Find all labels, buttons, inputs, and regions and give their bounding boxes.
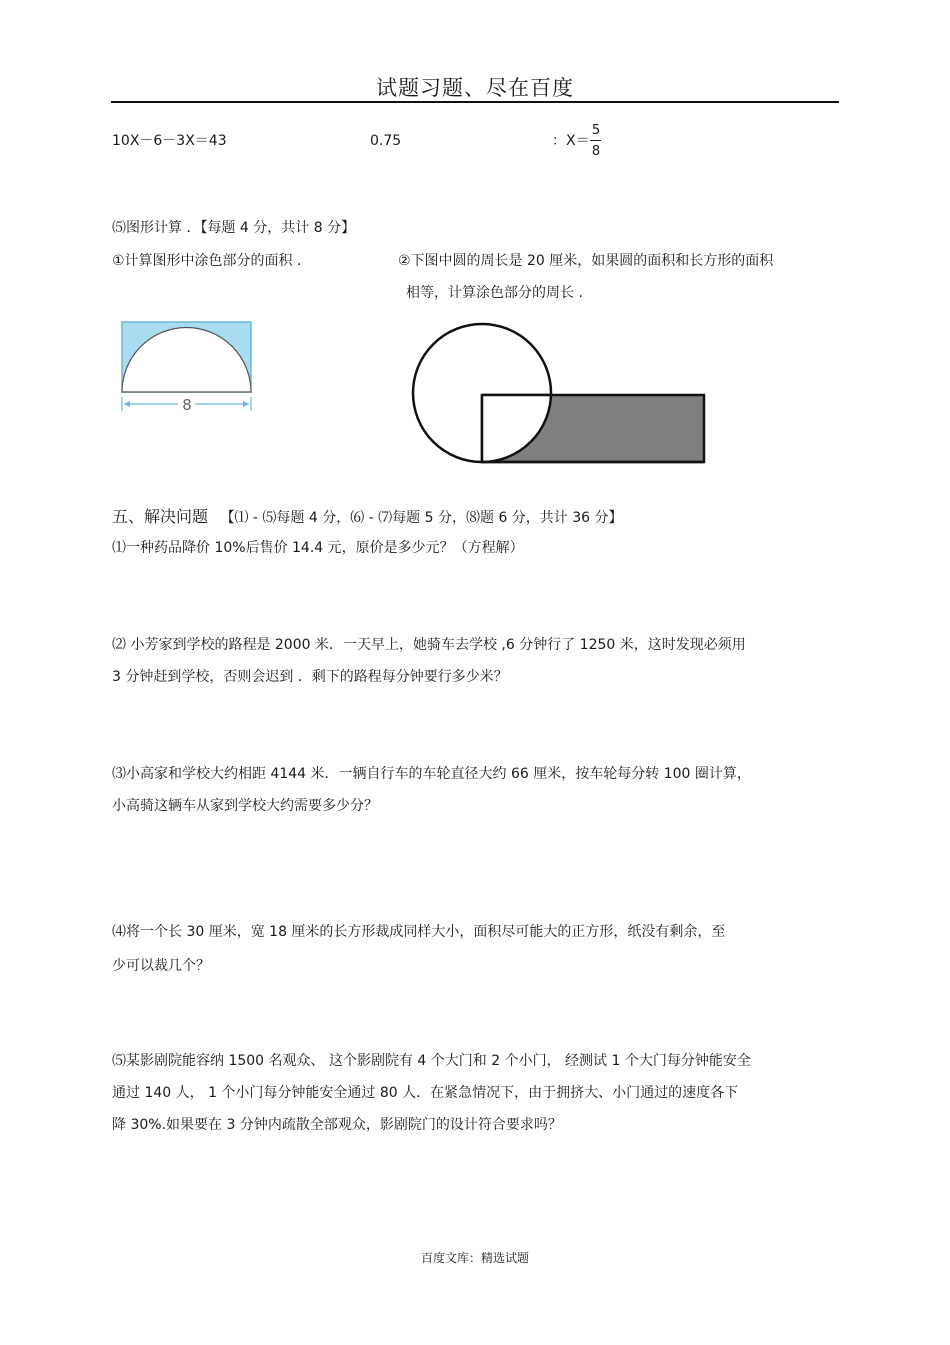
equation-1: 10X－6－3X＝43 [112, 133, 227, 149]
problem-5-line-3: 降 30%.如果要在 3 分钟内疏散全部观众，影剧院门的设计符合要求吗？ [112, 1117, 562, 1133]
figure-circle-and-rectangle [405, 320, 710, 468]
fraction-bar [590, 140, 601, 141]
problem-5-line-1: ⑸某影剧院能容纳 1500 名观众、 这个影剧院有 4 个大门和 2 个小门， 经测试 1 个大门每分钟能安全 [112, 1053, 751, 1069]
equation-2: 0.75 [370, 133, 402, 149]
geometry-question-2-line-2: 相等，计算涂色部分的周长 . [406, 285, 583, 301]
problem-2-line-1: ⑵ 小芳家到学校的路程是 2000 米．一天早上，她骑车去学校 ,6 分钟行了 1250 米，这时发现必须用 [112, 637, 746, 653]
geometry-question-1: ①计算图形中涂色部分的面积 . [112, 253, 302, 269]
page-header-title: 试题习题、尽在百度 [376, 76, 574, 100]
dimension-label: 8 [182, 396, 192, 414]
problem-4-line-1: ⑷将一个长 30 厘米，宽 18 厘米的长方形裁成同样大小，面积尽可能大的正方形，纸没有剩余，至 [112, 924, 726, 940]
geometry-heading: ⑸图形计算 ．【每题 4 分，共计 8 分】 [112, 220, 356, 236]
section-5-scoring: 【⑴ - ⑸每题 4 分，⑹ - ⑺每题 5 分，⑻题 6 分，共计 36 分】 [220, 510, 623, 526]
arrowhead-left-icon [124, 401, 130, 407]
problem-3-line-2: 小高骑这辆车从家到学校大约需要多少分？ [112, 798, 378, 814]
section-5-heading [112, 507, 623, 528]
arrowhead-right-icon [243, 401, 249, 407]
fraction-numerator: 5 [591, 123, 601, 138]
figure-semicircle-in-rectangle [112, 315, 262, 415]
header-divider [111, 101, 839, 103]
fraction-denominator: 8 [591, 144, 601, 159]
geometry-question-2-line-1: ②下图中圆的周长是 20 厘米，如果圆的面积和长方形的面积 [398, 253, 774, 269]
page-footer: 百度文库：精选试题 [420, 1251, 529, 1265]
problem-3-line-1: ⑶小高家和学校大约相距 4144 米．一辆自行车的车轮直径大约 66 厘米，按车轮每分转 100 圈计算， [112, 766, 751, 782]
equation-3-prefix: ：X＝ [552, 133, 590, 149]
problem-4-line-2: 少可以裁几个？ [112, 958, 210, 974]
problem-2-line-2: 3 分钟赶到学校，否则会迟到 ．剩下的路程每分钟要行多少米？ [112, 669, 508, 685]
problem-1: ⑴一种药品降价 10%后售价 14.4 元，原价是多少元？（方程解） [112, 540, 524, 556]
problem-5-line-2: 通过 140 人， 1 个小门每分钟能安全通过 80 人．在紧急情况下，由于拥挤大、小门通过的速度各下 [112, 1085, 739, 1101]
section-5-title: 五、解决问题 [112, 507, 209, 526]
